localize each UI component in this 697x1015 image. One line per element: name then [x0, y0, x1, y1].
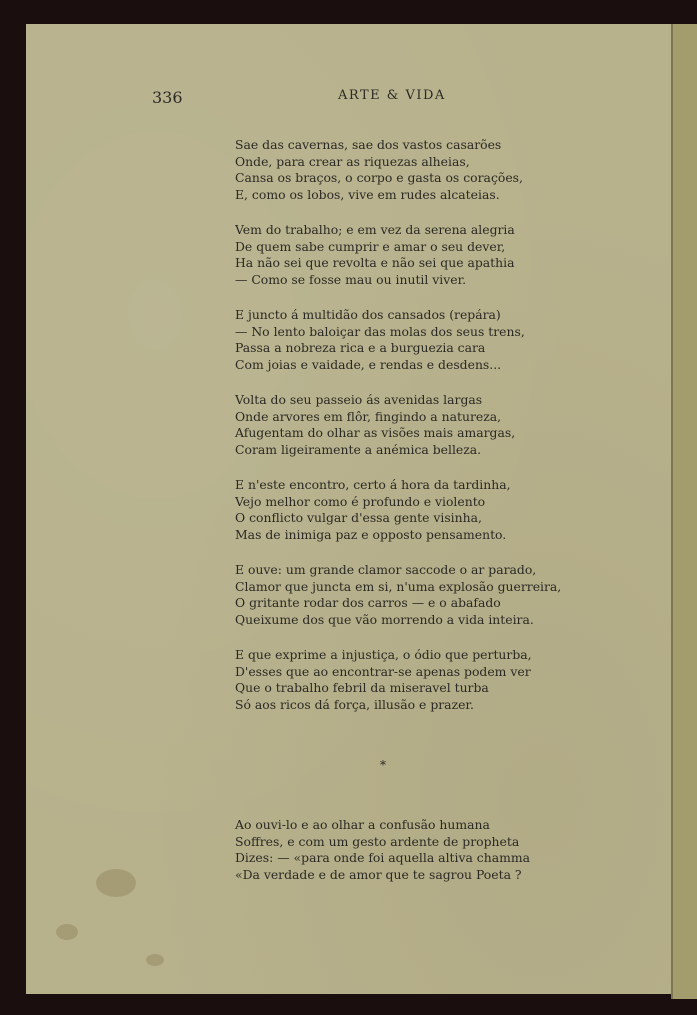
verse-line: O gritante rodar dos carros — e o abafado — [235, 595, 501, 610]
foxing-spot — [56, 924, 78, 940]
verse-line: Afugentam do olhar as visões mais amargas, — [235, 425, 516, 440]
verse-line: O conflicto vulgar d'essa gente visinha, — [235, 510, 482, 525]
verse-line: Vejo melhor como é profundo e violento — [235, 493, 486, 509]
verse-line: De quem sabe cumprir e amar o seu dever, — [235, 238, 506, 254]
foxing-spot — [146, 954, 164, 966]
verse-line: Passa a nobreza rica e a burguezia cara — [235, 340, 486, 355]
verse-line: Ao ouvi-lo e ao olhar a confusão humana — [235, 817, 490, 832]
verse-line: Cansa os braços, o corpo e gasta os corações, — [235, 170, 523, 185]
verse-line: Queixume dos que vão morrendo a vida inteira. — [235, 611, 534, 627]
final-stanza — [235, 817, 530, 883]
verse-line: D'esses que ao encontrar-se apenas podem ver — [235, 663, 531, 679]
verse-line: «Da verdade e de amor que te sagrou Poeta ? — [235, 866, 522, 882]
verse-line: E que exprime a injustiça, o ódio que perturba, — [235, 647, 532, 662]
verse-line: Onde, para crear as riquezas alheias, — [235, 153, 470, 169]
verse-line: E juncto á multidão dos cansados (repára) — [235, 307, 501, 322]
stanza-1 — [235, 137, 523, 203]
stanza-6 — [235, 562, 561, 628]
verse-line: Onde arvores em flôr, fingindo a natureza, — [235, 408, 502, 424]
verse-line: E ouve: um grande clamor saccode o ar parado, — [235, 562, 537, 577]
verse-line: Dizes: — «para onde foi aquella altiva chamma — [235, 850, 530, 865]
verse-line: Mas de inimiga paz e opposto pensamento. — [235, 526, 507, 542]
page-number: 336 — [152, 88, 183, 107]
verse-line: — Como se fosse mau ou inutil viver. — [235, 271, 467, 287]
foxing-spot — [96, 869, 136, 897]
verse-line: Clamor que juncta em si, n'uma explosão guerreira, — [235, 578, 562, 594]
verse-line: Sae das cavernas, sae dos vastos casarões — [235, 137, 502, 152]
verse-line: Só aos ricos dá força, illusão e prazer. — [235, 696, 474, 712]
verse-line: Soffres, e com um gesto ardente de propheta — [235, 833, 520, 849]
verse-line: — No lento baloiçar das molas dos seus trens, — [235, 323, 525, 339]
stanza-4 — [235, 392, 515, 458]
running-head: ARTE & VIDA — [338, 88, 446, 103]
stanza-2 — [235, 222, 515, 288]
verse-line: Que o trabalho febril da miseravel turba — [235, 680, 489, 695]
verse-line: E, como os lobos, vive em rudes alcateias. — [235, 186, 500, 202]
section-separator: * — [380, 758, 386, 772]
verse-line: Volta do seu passeio ás avenidas largas — [235, 392, 483, 407]
stanza-3 — [235, 307, 525, 373]
verse-line: E n'este encontro, certo á hora da tardinha, — [235, 477, 511, 492]
verse-line: Ha não sei que revolta e não sei que apathia — [235, 255, 515, 270]
verse-line: Coram ligeiramente a anémica belleza. — [235, 441, 482, 457]
verse-line: Vem do trabalho; e em vez da serena alegria — [235, 222, 515, 237]
verse-line: Com joias e vaidade, e rendas e desdens... — [235, 356, 502, 372]
stanza-5 — [235, 477, 511, 543]
adjacent-page-edge — [671, 24, 697, 999]
stanza-7 — [235, 647, 532, 713]
